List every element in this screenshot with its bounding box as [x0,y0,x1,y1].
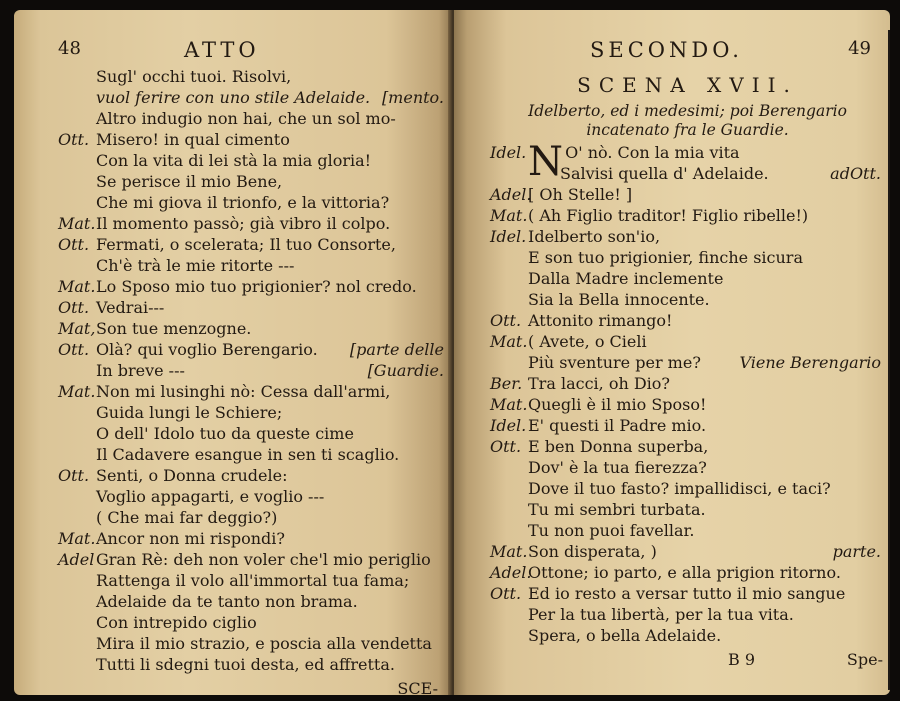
verse-text: E' questi il Padre mio. [528,416,707,435]
speaker-label: Ott. [58,298,90,317]
verse-text: Senti, o Donna crudele: [96,466,288,485]
verse-text: ( Che mai far deggio?) [96,508,278,527]
speaker-label: Mat. [58,214,96,233]
verse-line [58,171,448,192]
verse-line [490,331,885,352]
verse-line [490,289,885,310]
verse-line [58,87,448,108]
verse-line [58,507,448,528]
opening-line-2 [490,163,885,184]
verse-line [490,562,885,583]
speaker-label: Ott. [490,311,522,330]
verse-text: Sia la Bella innocente. [528,290,710,309]
left-running-head-word: ATTO [184,38,260,62]
verse-line [490,499,885,520]
verse-text: Ch'è trà le mie ritorte --- [96,256,295,275]
verse-text: Per la tua libertà, per la tua vita. [528,605,794,624]
left-catchword: SCE- [397,679,438,695]
verse-text: Adelaide da te tanto non brama. [96,592,358,611]
right-running-head-word: SECONDO. [590,38,743,62]
verse-line [58,528,448,549]
speaker-label: Ott. [58,235,90,254]
opening-line-1-text: O' nò. Con la mia vita [565,143,740,162]
verse-line [58,570,448,591]
right-catchword: Spe- [846,650,883,669]
speaker-label: Ber. [490,374,523,393]
right-page [454,10,890,695]
verse-line [490,226,885,247]
verse-text: Rattenga il volo all'immortal tua fama; [96,571,410,590]
verse-text: O dell' Idolo tuo da queste cime [96,424,354,443]
verse-text: Dalla Madre inclemente [528,269,724,288]
verse-line [58,633,448,654]
verse-text: Tra lacci, oh Dio? [528,374,670,393]
verse-text: Non mi lusinghi nò: Cessa dall'armi, [96,382,391,401]
verse-line [490,184,885,205]
verse-line [58,591,448,612]
verse-line [490,394,885,415]
speaker-label: Adel. [490,185,532,204]
verse-text: Voglio appagarti, e voglio --- [96,487,325,506]
verse-text: [ Oh Stelle! ] [528,185,633,204]
stage-note: [mento. [381,88,444,107]
verse-text: Mira il mio strazio, e poscia alla vendetta [96,634,432,653]
verse-text: Misero! in qual cimento [96,130,290,149]
verse-text: Il momento passò; già vibro il colpo. [96,214,391,233]
right-page-footer [490,648,885,672]
verse-line [58,213,448,234]
verse-text: ( Ah Figlio traditor! Figlio ribelle!) [528,206,809,225]
verse-line [490,604,885,625]
speaker-label: Ott. [490,584,522,603]
verse-text: Ottone; io parto, e alla prigion ritorno. [528,563,841,582]
verse-text: Fermati, o scelerata; Il tuo Consorte, [96,235,396,254]
verse-text: Dov' è la tua fierezza? [528,458,707,477]
verse-text: Con la vita di lei stà la mia gloria! [96,151,372,170]
verse-text: Lo Sposo mio tuo prigionier? nol credo. [96,277,417,296]
verse-text: E son tuo prigionier, finche sicura [528,248,803,267]
verse-text: Tutti li sdegni tuoi desta, ed affretta. [96,655,395,674]
verse-line [490,247,885,268]
verse-line [58,339,448,360]
speaker-label: Mat. [490,395,528,414]
signature-mark: B 9 [728,650,756,669]
opening-aside: adOtt. [830,164,881,183]
speaker-label: Ott. [58,466,90,485]
verse-text: Quegli è il mio Sposo! [528,395,707,414]
verse-line [58,297,448,318]
verse-text: Attonito rimango! [528,311,673,330]
verse-line [58,255,448,276]
verse-line [490,520,885,541]
verse-line [490,268,885,289]
verse-text: Tu mi sembri turbata. [528,500,706,519]
verse-text: E ben Donna superba, [528,437,709,456]
left-verse-lines [58,66,448,675]
speaker-label: Mat, [58,319,96,338]
verse-line [58,192,448,213]
verse-line [58,402,448,423]
verse-line [58,549,448,570]
verse-line [490,205,885,226]
verse-text: Spera, o bella Adelaide. [528,626,722,645]
stage-note: [parte delle [349,340,444,359]
verse-line [58,276,448,297]
verse-text: Che mi giova il trionfo, e la vittoria? [96,193,390,212]
right-page-number: 49 [848,38,871,59]
speaker-label: Mat. [58,382,96,401]
verse-text: Vedrai--- [96,298,165,317]
verse-line [58,234,448,255]
verse-text: Ancor non mi rispondi? [96,529,285,548]
verse-text: Olà? qui voglio Berengario. [96,340,318,359]
verse-line [490,583,885,604]
verse-line [58,150,448,171]
verse-text: Idelberto son'io, [528,227,661,246]
speaker-label: Idel. [490,416,527,435]
verse-line [490,310,885,331]
verse-line [490,541,885,562]
verse-text: Son disperata, ) [528,542,657,561]
verse-line [490,457,885,478]
verse-text: Sugl' occhi tuoi. Risolvi, [96,67,292,86]
verse-text: Se perisce il mio Bene, [96,172,283,191]
stage-note: parte. [832,542,881,561]
verse-text: Con intrepido ciglio [96,613,257,632]
verse-text: Altro indugio non hai, che un sol mo- [96,109,396,128]
stage-note: Viene Berengario [739,353,881,372]
verse-text: Ed io resto a versar tutto il mio sangue [528,584,846,603]
right-running-head [490,36,885,66]
verse-line [58,486,448,507]
speaker-label: Ott. [490,437,522,456]
drop-cap: N [528,139,563,185]
left-page-footer [58,677,448,695]
open-book [14,10,890,695]
speaker-label: Mat. [58,529,96,548]
verse-line [490,436,885,457]
verse-line [58,465,448,486]
verse-line [58,381,448,402]
verse-line [58,360,448,381]
stage-note: [Guardie. [367,361,444,380]
speaker-label: Idel. [490,227,527,246]
verse-line [58,444,448,465]
verse-text: Tu non puoi favellar. [528,521,695,540]
verse-line [58,654,448,675]
right-verse-lines [490,184,885,646]
verse-line [490,625,885,646]
verse-line [490,352,885,373]
verse-text: vuol ferire con uno stile Adelaide. [96,88,371,107]
verse-line [58,66,448,87]
page-edge [888,30,890,690]
left-page-number: 48 [58,38,81,59]
opening-line-2-text: Salvisi quella d' Adelaide. [560,164,769,183]
verse-text: Dove il tuo fasto? impallidisci, e taci? [528,479,831,498]
right-page-text [490,36,885,672]
speaker-label: Mat. [490,206,528,225]
speaker-label: Mat. [58,277,96,296]
left-page-text [58,36,448,695]
left-page [14,10,452,695]
left-running-head [58,36,448,66]
verse-line [58,612,448,633]
verse-line [490,415,885,436]
verse-text: Il Cadavere esangue in sen ti scaglio. [96,445,400,464]
speaker-label: Mat. [490,332,528,351]
speaker-label: Mat. [490,542,528,561]
verse-text: In breve --- [96,361,185,380]
verse-line [58,108,448,129]
verse-line [58,423,448,444]
stage-direction: Idelberto, ed i medesimi; poi Berengario incatenato fra le Guardie. [528,102,847,139]
scene-title: SCENA XVII. [577,73,798,97]
verse-line [490,478,885,499]
speaker-label: Ott. [58,340,90,359]
verse-text: Gran Rè: deh non voler che'l mio periglio [96,550,431,569]
verse-text: Son tue menzogne. [96,319,252,338]
speaker-label: Adel. [490,563,532,582]
verse-text: Guida lungi le Schiere; [96,403,283,422]
verse-text: Più sventure per me? [528,353,701,372]
verse-line [58,318,448,339]
speaker-label: Ott. [58,130,90,149]
speaker-label: Adel [58,550,95,569]
verse-text: ( Avete, o Cieli [528,332,647,351]
verse-line [58,129,448,150]
opening-speaker: Idel. [490,143,527,162]
verse-line [490,373,885,394]
